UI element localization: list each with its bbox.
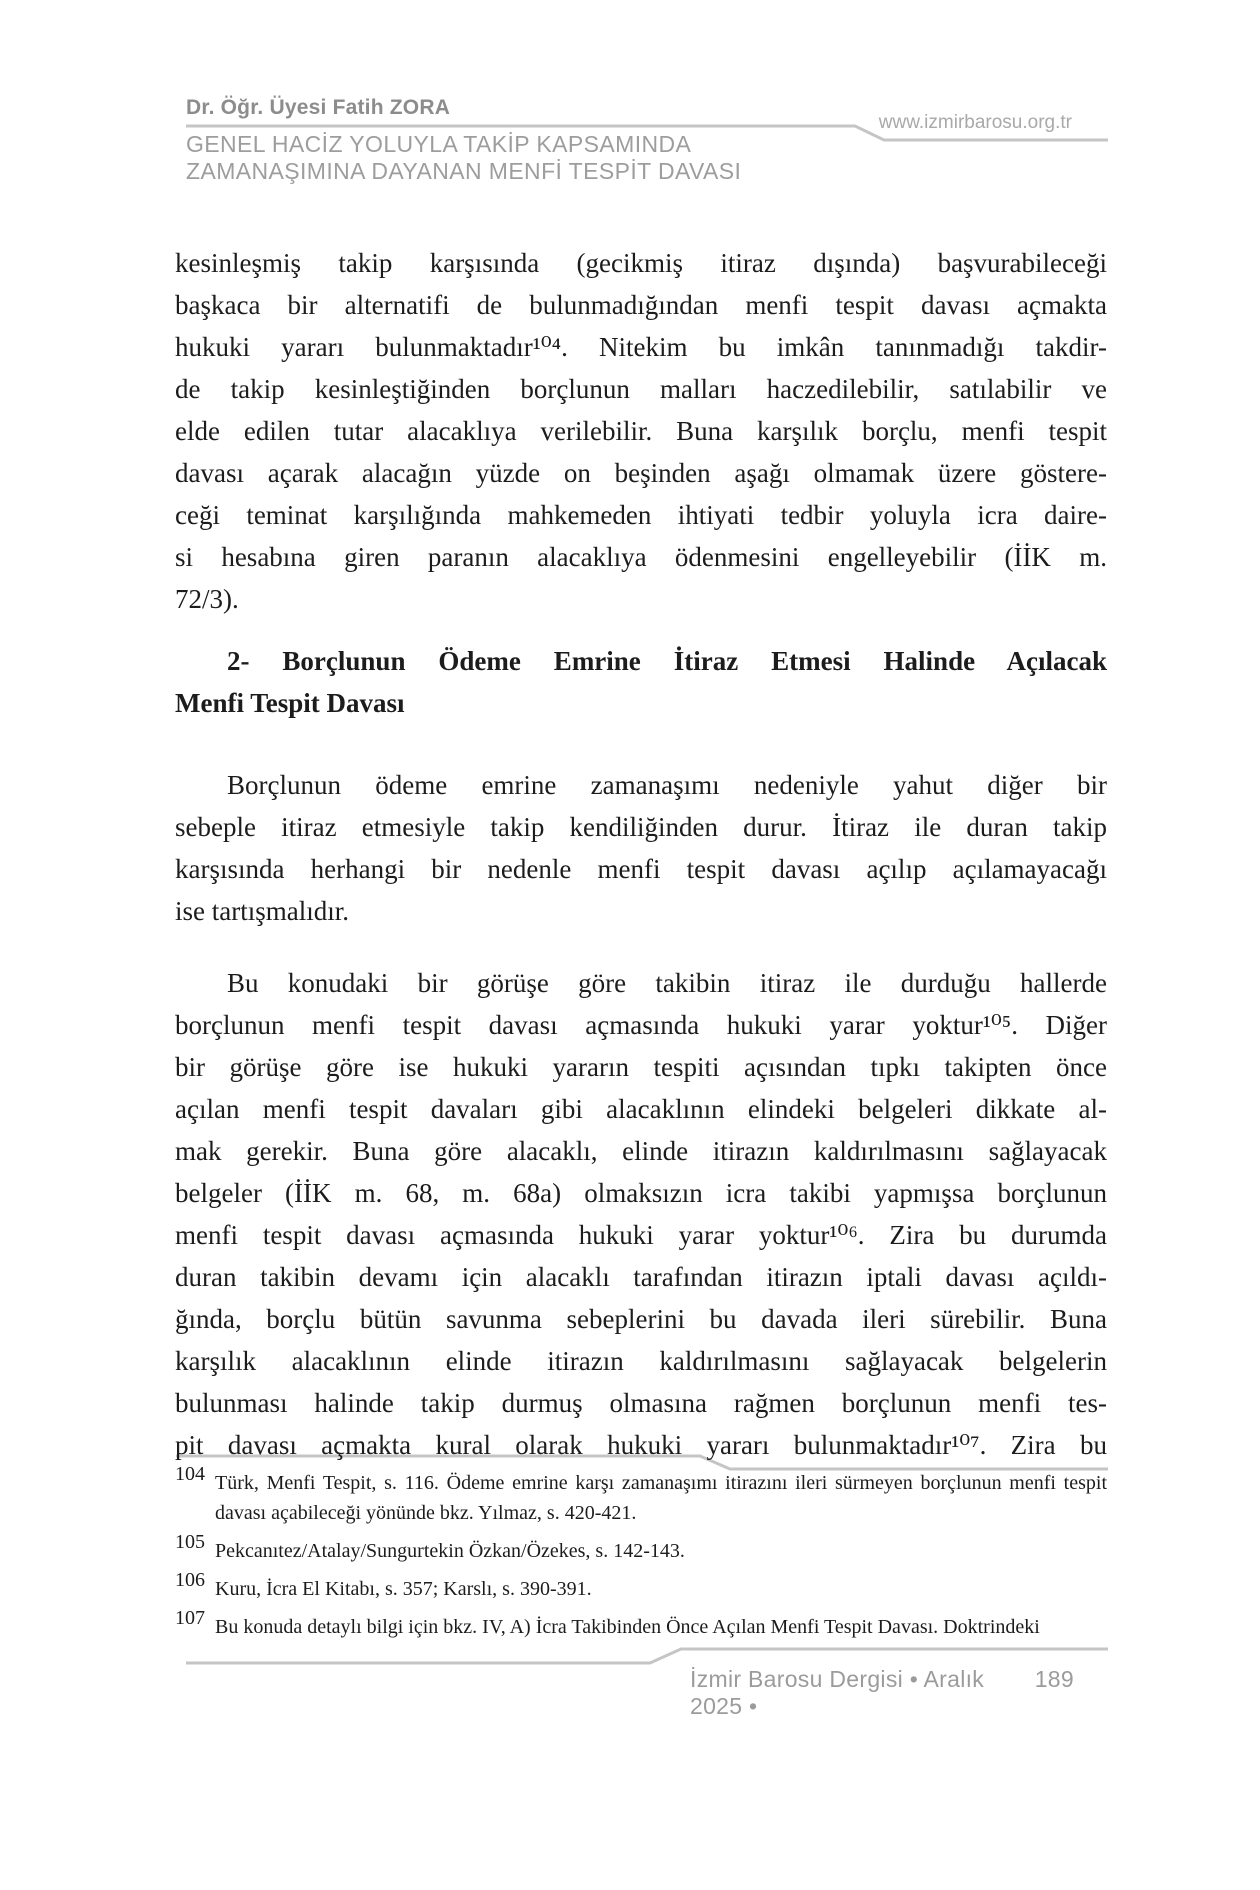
body-text-line: de takip kesinleştiğinden borçlunun malları haczedilebilir, satılabilir ve	[175, 374, 1107, 404]
body-text-line: hukuki yararı bulunmaktadır¹⁰⁴. Nitekim bu imkân tanınmadığı takdir-	[175, 332, 1107, 362]
body-text-line: karşılık alacaklının elinde itirazın kaldırılmasını sağlayacak belgelerin	[175, 1346, 1107, 1376]
footnote	[175, 1569, 1107, 1604]
paragraph	[175, 764, 1107, 932]
footnote-text: Pekcanıtez/Atalay/Sungurtekin Özkan/Özekes, s. 142-143.	[215, 1540, 685, 1562]
footnote-text: Kuru, İcra El Kitabı, s. 357; Karslı, s. 390-391.	[215, 1578, 592, 1600]
body-text-line: si hesabına giren paranın alacaklıya ödenmesini engelleyebilir (İİK m.	[175, 542, 1107, 572]
body-text-line: başkaca bir alternatifi de bulunmadığından menfi tespit davası açmakta	[175, 290, 1107, 320]
body-text-line: menfi tespit davası açmasında hukuki yarar yoktur¹⁰⁶. Zira bu durumda	[175, 1220, 1107, 1250]
article-title-line2: ZAMANAŞIMINA DAYANAN MENFİ TESPİT DAVASI	[186, 158, 742, 184]
footnote-number: 107	[175, 1607, 205, 1629]
body-text-line: pit davası açmakta kural olarak hukuki yararı bulunmaktadır¹⁰⁷. Zira bu	[175, 1430, 1107, 1460]
body-text-line: bir görüşe göre ise hukuki yararın tespiti açısından tıpkı takipten önce	[175, 1052, 1107, 1082]
footnote	[175, 1463, 1107, 1528]
body-text-line: ceği teminat karşılığında mahkemeden ihtiyati tedbir yoluyla icra daire-	[175, 500, 1107, 530]
footnote	[175, 1607, 1107, 1642]
body-text-line: ğında, borçlu bütün savunma sebeplerini bu davada ileri sürebilir. Buna	[175, 1304, 1107, 1334]
body-text-line: Borçlunun ödeme emrine zamanaşımı nedeniyle yahut diğer bir	[227, 770, 1107, 800]
footnotes	[175, 1463, 1107, 1650]
section-heading	[175, 640, 1107, 724]
footer-rule	[186, 1649, 1108, 1663]
body-text-line: borçlunun menfi tespit davası açmasında hukuki yarar yoktur¹⁰⁵. Diğer	[175, 1010, 1107, 1040]
body-text-line: sebeple itiraz etmesiyle takip kendiliğinden durur. İtiraz ile duran takip	[175, 812, 1107, 842]
footnote-number: 105	[175, 1531, 205, 1553]
footnote-number: 106	[175, 1569, 205, 1591]
body-text-line: belgeler (İİK m. 68, m. 68a) olmaksızın icra takibi yapmışsa borçlunun	[175, 1178, 1107, 1208]
body-text-line: açılan menfi tespit davaları gibi alacaklının elindeki belgeleri dikkate al-	[175, 1094, 1107, 1124]
journal-website: www.izmirbarosu.org.tr	[878, 112, 1072, 133]
article-title	[186, 131, 741, 185]
author-name: Dr. Öğr. Üyesi Fatih ZORA	[186, 96, 451, 119]
page-number: 189	[1034, 1666, 1074, 1692]
paragraph	[175, 962, 1107, 1466]
body-text-line: davası açarak alacağın yüzde on beşinden aşağı olmamak üzere göstere-	[175, 458, 1107, 488]
footnote-number: 104	[175, 1463, 205, 1485]
body-text-line: 72/3).	[175, 584, 239, 614]
footnote-text: Türk, Menfi Tespit, s. 116. Ödeme emrine karşı zamanaşımı itirazını ileri sürmeyen borçlunun menfi tespit davası açabileceği yönünde bkz. Yılmaz, s. 420-421.	[215, 1472, 1107, 1524]
footnote	[175, 1531, 1107, 1566]
heading-line: 2- Borçlunun Ödeme Emrine İtiraz Etmesi Halinde Açılacak	[227, 646, 1107, 676]
article-title-line1: GENEL HACİZ YOLUYLA TAKİP KAPSAMINDA	[186, 131, 692, 157]
body-text-line: duran takibin devamı için alacaklı tarafından itirazın iptali davası açıldı-	[175, 1262, 1107, 1292]
body-text-line: mak gerekir. Buna göre alacaklı, elinde itirazın kaldırılmasını sağlayacak	[175, 1136, 1107, 1166]
footnote-text: Bu konuda detaylı bilgi için bkz. IV, A) İcra Takibinden Önce Açılan Menfi Tespit Davası. Doktrindeki	[215, 1616, 1040, 1638]
body-text-line: kesinleşmiş takip karşısında (gecikmiş itiraz dışında) başvurabileceği	[175, 248, 1107, 278]
body-text-line: bulunması halinde takip durmuş olmasına rağmen borçlunun menfi tes-	[175, 1388, 1107, 1418]
body-text-line: Bu konudaki bir görüşe göre takibin itiraz ile durduğu hallerde	[227, 968, 1107, 998]
paragraph	[175, 242, 1107, 620]
body-text-line: elde edilen tutar alacaklıya verilebilir. Buna karşılık borçlu, menfi tespit	[175, 416, 1107, 446]
body-text-line: karşısında herhangi bir nedenle menfi tespit davası açılıp açılamayacağı	[175, 854, 1107, 884]
footer-journal-label: İzmir Barosu Dergisi • Aralık 2025 •	[690, 1666, 985, 1719]
body-text-line: ise tartışmalıdır.	[175, 896, 349, 926]
page-footer	[690, 1666, 1074, 1720]
heading-line: Menfi Tespit Davası	[175, 688, 405, 718]
